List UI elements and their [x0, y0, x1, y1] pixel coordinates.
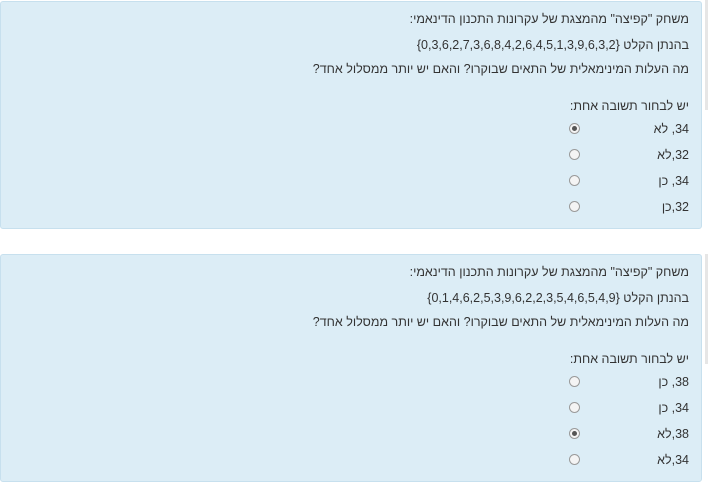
answer-label: 38,לא	[657, 427, 689, 441]
answer-option[interactable]	[569, 120, 689, 138]
answer-label: 34, כן	[658, 401, 689, 415]
radio-button[interactable]	[569, 454, 580, 465]
question-text: מה העלות המינימאלית של התאים שבוקרו? והאם יש יותר ממסלול אחד?	[312, 315, 689, 329]
question-title: משחק "קפיצה" מהמצגת של עקרונות התכנון הדינאמי:	[409, 12, 689, 26]
question-text: מה העלות המינימאלית של התאים שבוקרו? והאם יש יותר ממסלול אחד?	[312, 62, 689, 76]
question-input-line: בהנתן הקלט {0,1,4,6,2,5,3,9,6,2,2,3,5,4,6,5,4,9}	[427, 291, 689, 305]
answer-label: 34,לא	[657, 453, 689, 467]
radio-button[interactable]	[569, 123, 580, 134]
radio-button[interactable]	[569, 175, 580, 186]
radio-button[interactable]	[569, 402, 580, 413]
question-input-line: בהנתן הקלט {0,3,6,2,7,3,6,8,4,2,6,4,5,1,3,9,6,3,2}	[416, 38, 689, 52]
answer-option[interactable]	[569, 198, 689, 216]
radio-button[interactable]	[569, 376, 580, 387]
answer-option[interactable]	[569, 172, 689, 190]
question-card-1	[0, 1, 702, 229]
radio-button[interactable]	[569, 428, 580, 439]
answer-label: 34, לא	[653, 122, 689, 136]
question-title: משחק "קפיצה" מהמצגת של עקרונות התכנון הדינאמי:	[409, 265, 689, 279]
answer-prompt: יש לבחור תשובה אחת:	[569, 352, 689, 366]
answer-option[interactable]	[569, 451, 689, 469]
radio-button[interactable]	[569, 201, 580, 212]
answer-label: 34, כן	[658, 174, 689, 188]
answer-option[interactable]	[569, 373, 689, 391]
radio-button[interactable]	[569, 149, 580, 160]
answer-label: 38, כן	[658, 375, 689, 389]
answer-prompt: יש לבחור תשובה אחת:	[569, 99, 689, 113]
answer-label: 32,כן	[661, 200, 689, 214]
answer-option[interactable]	[569, 399, 689, 417]
answer-option[interactable]	[569, 146, 689, 164]
answer-option[interactable]	[569, 425, 689, 443]
answer-label: 32,לא	[657, 148, 689, 162]
question-card-2	[0, 254, 702, 482]
